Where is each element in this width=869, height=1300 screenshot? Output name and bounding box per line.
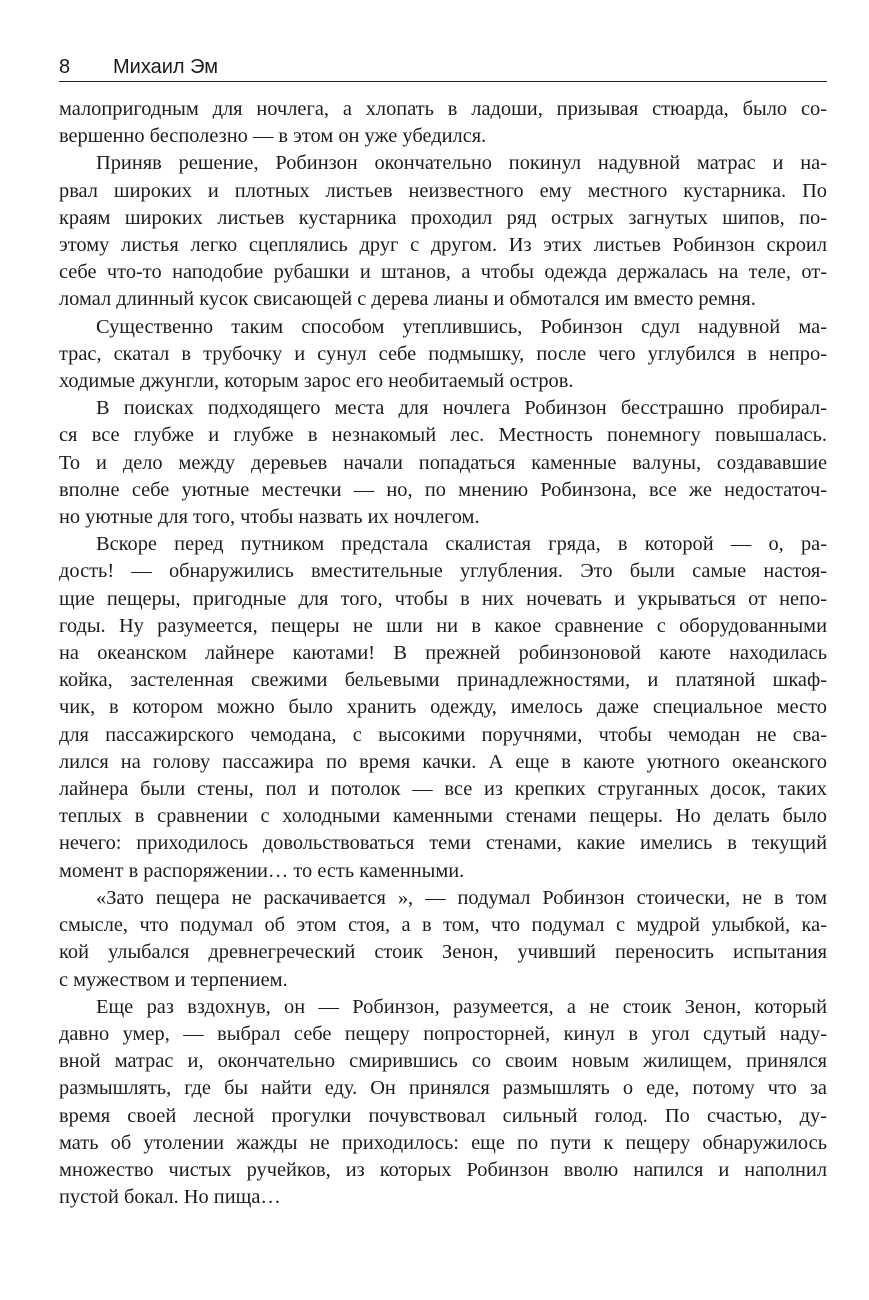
paragraph — [59, 96, 827, 150]
text-line: ломал длинный кусок свисающей с дерева лианы и обмотался им вместо ремня. — [59, 288, 756, 311]
text-line: щие пещеры, пригодные для того, чтобы в них ночевать и укрываться от непо- — [59, 587, 827, 610]
text-line: вполне себе уютные местечки — но, по мнению Робинзона, все же недостаточ- — [59, 478, 827, 501]
text-line: чик, в котором можно было хранить одежду, имелось даже специальное место — [59, 696, 827, 719]
text-line: для пассажирского чемодана, с высокими поручнями, чтобы чемодан не сва- — [59, 723, 827, 746]
text-line: годы. Ну разумеется, пещеры не шли ни в какое сравнение с оборудованными — [59, 614, 827, 637]
text-line: давно умер, — выбрал себе пещеру попросторней, кинул в угол сдутый наду- — [59, 1022, 827, 1045]
text-line: койка, застеленная свежими бельевыми принадлежностями, и платяной шкаф- — [59, 669, 827, 692]
paragraph — [59, 885, 827, 994]
text-line: ся все глубже и глубже в незнакомый лес. Местность понемногу повышалась. — [59, 424, 827, 447]
text-line: В поисках подходящего места для ночлега Робинзон бесстрашно пробирал- — [96, 397, 827, 420]
text-line: пустой бокал. Но пища… — [59, 1186, 281, 1209]
text-line: смысле, что подумал об этом стоя, а в том, что подумал с мудрой улыбкой, ка- — [59, 914, 827, 937]
text-line: краям широких листьев кустарника проходил ряд острых загнутых шипов, по- — [59, 206, 827, 229]
running-header — [59, 56, 827, 82]
text-line: с мужеством и терпением. — [59, 968, 288, 991]
text-line: этому листья легко сцеплялись друг с другом. Из этих листьев Робинзон скроил — [59, 234, 827, 257]
text-line: Приняв решение, Робинзон окончательно покинул надувной матрас и на- — [96, 152, 827, 175]
text-line: Еще раз вздохнув, он — Робинзон, разумеется, а не стоик Зенон, который — [96, 995, 827, 1018]
body-text — [59, 96, 827, 1211]
text-line: момент в распоряжении… то есть каменными. — [59, 859, 465, 882]
text-line: трас, скатал в трубочку и сунул себе подмышку, после чего углубился в непро- — [59, 342, 827, 365]
text-line: лился на голову пассажира по время качки. А еще в каюте уютного океанского — [59, 750, 827, 773]
text-line: «Зато пещера не раскачивается », — подумал Робинзон стоически, не в том — [96, 886, 827, 909]
paragraph — [59, 531, 827, 885]
text-line: кой улыбался древнегреческий стоик Зенон, учивший переносить испытания — [59, 941, 827, 964]
text-line: То и дело между деревьев начали попадаться каменные валуны, создававшие — [59, 451, 827, 474]
text-line: на океанском лайнере каютами! В прежней робинзоновой каюте находилась — [59, 642, 827, 665]
text-line: вершенно бесполезно — в этом он уже убедился. — [59, 125, 487, 148]
text-line: дость! — обнаружились вместительные углубления. Это были самые настоя- — [59, 560, 827, 583]
text-line: нечего: приходилось довольствоваться теми стенами, какие имелись в текущий — [59, 832, 827, 855]
text-line: лайнера были стены, пол и потолок — все из крепких струганных досок, таких — [59, 778, 827, 801]
text-line: Существенно таким способом утеплившись, Робинзон сдул надувной ма- — [96, 315, 827, 338]
text-line: но уютные для того, чтобы назвать их ночлегом. — [59, 506, 480, 529]
paragraph — [59, 314, 827, 396]
text-line: себе что-то наподобие рубашки и штанов, а чтобы одежда держалась на теле, от- — [59, 261, 827, 284]
text-line: рвал широких и плотных листьев неизвестного ему местного кустарника. По — [59, 179, 827, 202]
text-line: теплых в сравнении с холодными каменными стенами пещеры. Но делать было — [59, 805, 827, 828]
text-line: множество чистых ручейков, из которых Робинзон вволю напился и наполнил — [59, 1158, 827, 1181]
text-line: размышлять, где бы найти еду. Он принялся размышлять о еде, потому что за — [59, 1077, 827, 1100]
paragraph — [59, 395, 827, 531]
text-line: мать об утолении жажды не приходилось: еще по пути к пещеру обнаружилось — [59, 1131, 827, 1154]
text-line: время своей лесной прогулки почувствовал сильный голод. По счастью, ду- — [59, 1104, 827, 1127]
page-number: 8 — [59, 56, 71, 78]
paragraph — [59, 150, 827, 313]
text-line: Вскоре перед путником предстала скалистая гряда, в которой — о, ра- — [96, 533, 827, 556]
running-title: Михаил Эм — [113, 56, 219, 78]
text-line: малопригодным для ночлега, а хлопать в ладоши, призывая стюарда, было со- — [59, 98, 827, 120]
text-line: ходимые джунгли, которым зарос его необитаемый остров. — [59, 370, 574, 393]
text-line: вной матрас и, окончательно смирившись со своим новым жилищем, принялся — [59, 1050, 827, 1073]
paragraph — [59, 994, 827, 1212]
book-page — [59, 56, 827, 1211]
